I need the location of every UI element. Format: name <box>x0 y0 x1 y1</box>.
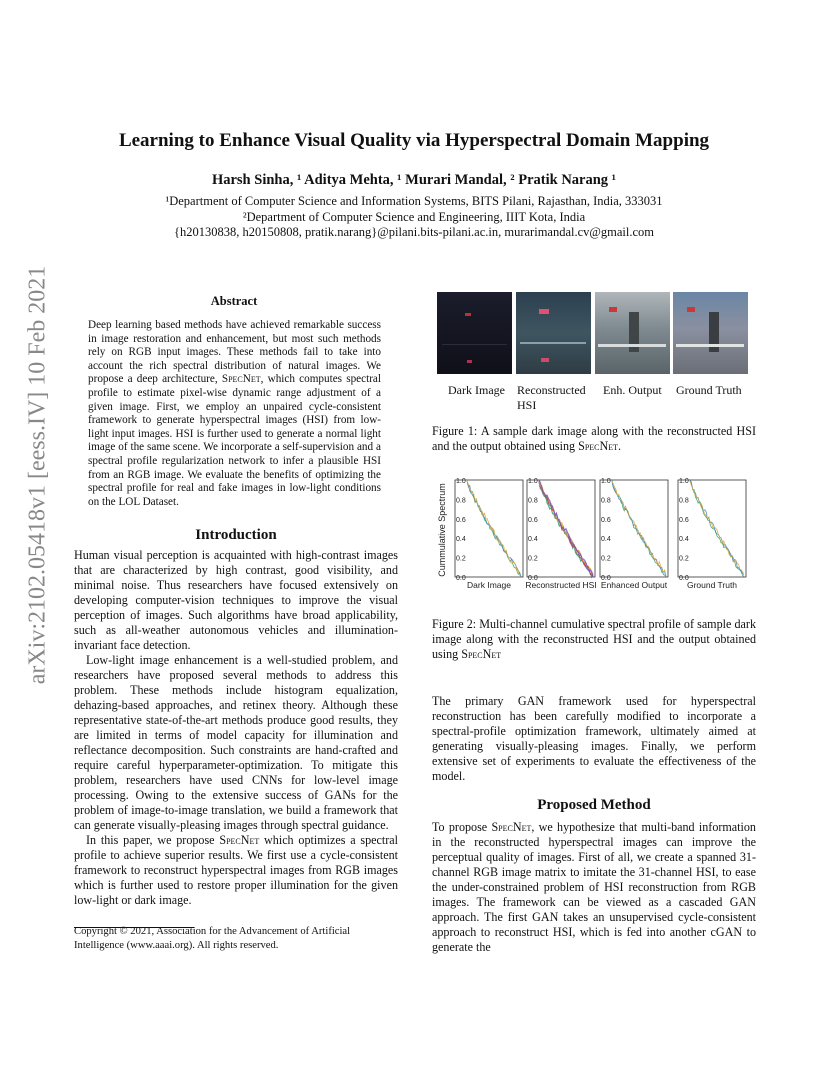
y-tick-label: 1.0 <box>679 478 689 485</box>
series-line <box>690 480 744 576</box>
y-tick-label: 0.2 <box>679 555 689 563</box>
y-tick-label: 0.4 <box>601 536 611 544</box>
proposed-method-body: To propose SpecNet, we hypothesize that multi-band information in the reconstructed hyperspectral images can improve the perceptual quality of images. First of all, we create a spanned 31-channel RGB image matrix to imitate the 31-channel HSI, to ease the under-constrained problem of HSI reconstruction from RGB images. The framework can be viewed as a cascaded GAN approach. The first GAN takes an unsupervised cycle-consistent approach to reconstruct HSI, which is fed into another cGAN to generate the <box>432 820 756 954</box>
y-tick-label: 0.6 <box>601 516 611 524</box>
y-tick-label: 0.0 <box>456 575 466 582</box>
dark-image-thumbnail <box>437 292 512 374</box>
reconstructed-hsi-thumbnail <box>516 292 591 374</box>
y-tick-label: 0.8 <box>601 497 611 505</box>
series-line <box>612 481 666 578</box>
label-dark-image: Dark Image <box>448 383 505 397</box>
y-tick-label: 0.6 <box>528 516 538 524</box>
y-tick-label: 1.0 <box>601 478 611 485</box>
copyright-footnote: Copyright © 2021, Association for the Advancement of Artificial Intelligence (www.aaai.org). All rights reserved. <box>74 926 351 951</box>
proposed-method-heading: Proposed Method <box>537 797 651 813</box>
y-tick-label: 0.4 <box>528 536 538 544</box>
y-tick-label: 0.8 <box>528 497 538 505</box>
introduction-body <box>74 548 398 908</box>
intro-paragraph-2: Low-light image enhancement is a well-studied problem, and researchers have proposed several methods to address this problem. These methods include histogram equalization, dehazing-based approaches, and retinex theory. Although these representative state-of-the-art methods produce good results, they are limited in terms of model capacity for illumination and reflectance decomposition. Such constraints are hand-crafted and require careful hyperparameter-optimization. To mitigate this problem, researchers have used CNNs for low-level image processing. Owing to the extensive success of GANs for the problem of image-to-image translation, we build a framework that can generate visually-pleasing images through spectral guidance. <box>74 653 398 832</box>
intro-paragraph-3: In this paper, we propose SpecNet which optimizes a spectral profile to achieve superior results. We first use a cycle-consistent framework to reconstruct hyperspectral images from RGB images which is further used to restore proper illumination for the given low-light or dark image. <box>74 833 398 907</box>
y-tick-label: 0.2 <box>601 555 611 563</box>
ground-truth-thumbnail <box>673 292 748 374</box>
author-list: Harsh Sinha, ¹ Aditya Mehta, ¹ Murari Mandal, ² Pratik Narang ¹ <box>211 172 617 188</box>
y-tick-label: 0.8 <box>679 497 689 505</box>
y-tick-label: 0.0 <box>528 575 538 582</box>
y-tick-label: 0.6 <box>456 516 466 524</box>
y-tick-label: 0.4 <box>456 536 466 544</box>
author-emails: {h20130838, h20150808, pratik.narang}@pilani.bits-pilani.ac.in, murarimandal.cv@gmail.com <box>173 225 655 239</box>
y-tick-label: 0.6 <box>679 516 689 524</box>
introduction-heading: Introduction <box>195 527 277 543</box>
enhanced-output-thumbnail <box>595 292 670 374</box>
chart-y-axis-label: Cummulative Spectrum <box>437 483 447 577</box>
y-tick-label: 0.0 <box>679 575 689 582</box>
y-tick-label: 1.0 <box>456 478 466 485</box>
abstract-body: Deep learning based methods have achieved remarkable success in image restoration and enhancement, but most such methods rely on RGB input images. These methods fail to take into account the rich spectral distribution of natural images. We propose a deep architecture, SpecNet, which computes spectral profile to estimate pixel-wise dynamic range adjustment of a given image. First, we employ an unpaired cycle-consistent framework to generate hyperspectral images (HSI) from low-light input images. HSI is further used to generate a normal light image of the same scene. We incorporate a self-supervision and a spectral profile regularization network to infer a plausible HSI from an RGB image. We evaluate the benefits of optimizing the spectral profile for real and fake images in low-light conditions on the LOL Dataset. <box>88 319 382 508</box>
affiliation-2: ²Department of Computer Science and Engineering, IIIT Kota, India <box>242 210 586 224</box>
right-paragraph-1: The primary GAN framework used for hyperspectral reconstruction has been carefully modified to incorporate a spectral-profile optimization framework, ultimately aimed at generating visually-pleasing images. Finally, we perform extensive set of experiments to evaluate the effectiveness of the model. <box>432 694 756 783</box>
panel-x-label: Dark Image <box>467 580 511 590</box>
y-tick-label: 0.0 <box>601 575 611 582</box>
series-line <box>612 482 666 576</box>
panel-x-label: Enhanced Output <box>600 580 668 590</box>
y-tick-label: 0.2 <box>456 555 466 563</box>
abstract-heading: Abstract <box>210 294 258 308</box>
panel-x-label: Ground Truth <box>686 580 738 590</box>
label-enh-output: Enh. Output <box>603 383 662 397</box>
arxiv-stamp-text: arXiv:2102.05418v1 [eess.IV] 10 Feb 2021 <box>24 265 51 685</box>
label-reconstructed-hsi: Reconstructed HSI <box>517 383 586 412</box>
affiliation-1: ¹Department of Computer Science and Information Systems, BITS Pilani, Rajasthan, India, 333031 <box>165 194 663 208</box>
spectral-profile-chart <box>432 470 756 610</box>
panel-x-label: Reconstructed HSI <box>525 580 597 590</box>
y-tick-label: 0.8 <box>456 497 466 505</box>
series-line <box>690 481 744 573</box>
specnet-name: SpecNet <box>221 373 261 386</box>
y-tick-label: 1.0 <box>528 478 538 485</box>
figure-1-caption: Figure 1: A sample dark image along with the reconstructed HSI and the output obtained using SpecNet. <box>432 424 756 453</box>
series-line <box>467 481 521 576</box>
y-tick-label: 0.2 <box>528 555 538 563</box>
arxiv-stamp <box>18 265 58 685</box>
paper-title: Learning to Enhance Visual Quality via Hyperspectral Domain Mapping <box>118 130 710 151</box>
figure-2-caption: Figure 2: Multi-channel cumulative spectral profile of sample dark image along with the reconstructed HSI and the output obtained using SpecNet <box>432 617 756 661</box>
label-ground-truth: Ground Truth <box>676 383 742 397</box>
intro-paragraph-1: Human visual perception is acquainted with high-contrast images that are characterized by high contrast, good visibility, and minimal noise. Thus researchers have focused extensively on developing computer-vision techniques to improve the visual perception of images. Such algorithms have broad applicability, such as all-weather autonomous vehicles and illumination-invariant face detection. <box>74 548 398 652</box>
series-line <box>612 483 666 577</box>
y-tick-label: 0.4 <box>679 536 689 544</box>
